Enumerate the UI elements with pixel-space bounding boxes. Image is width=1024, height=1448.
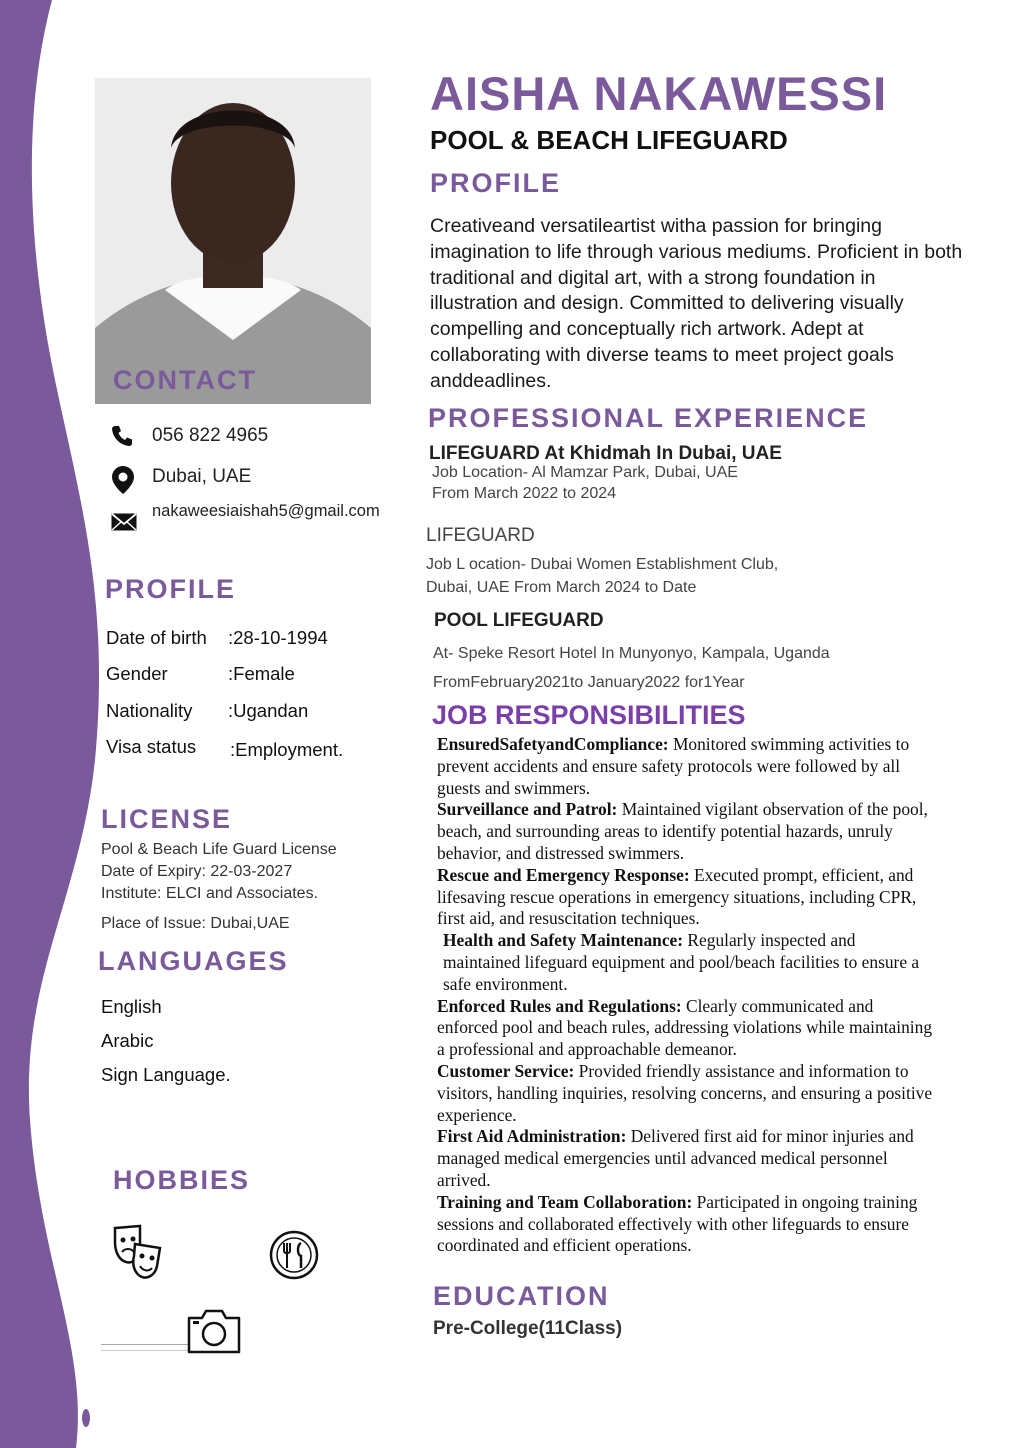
responsibilities-list xyxy=(437,734,937,1257)
license-name: Pool & Beach Life Guard License xyxy=(101,841,337,858)
theater-masks-icon xyxy=(110,1222,170,1282)
nationality-label: Nationality xyxy=(106,700,193,721)
job-location: Job L ocation- Dubai Women Establishment Club, xyxy=(426,556,779,573)
job-dates: Dubai, UAE From March 2024 to Date xyxy=(426,579,697,596)
email-icon xyxy=(111,513,137,531)
responsibility-item: EnsuredSafetyandCompliance: Monitored swimming activities to prevent accidents and ensure safety protocols were followed by all guests and swimmers. xyxy=(437,734,910,798)
language-item: Arabic xyxy=(101,1030,154,1051)
job-dates: FromFebruary2021to January2022 for1Year xyxy=(433,674,745,691)
decorative-wave xyxy=(0,0,110,1448)
language-item: Sign Language. xyxy=(101,1064,231,1085)
contact-email[interactable]: nakaweesiaishah5@gmail.com xyxy=(152,502,380,520)
candidate-role: POOL & BEACH LIFEGUARD xyxy=(430,125,788,155)
responsibilities-heading: JOB RESPONSIBILITIES xyxy=(432,700,746,730)
education-item: Pre-College(11Class) xyxy=(433,1318,623,1339)
profile-photo xyxy=(95,78,371,404)
contact-phone[interactable]: 056 822 4965 xyxy=(152,425,269,446)
job-location: Job Location- Al Mamzar Park, Dubai, UAE xyxy=(432,464,738,481)
divider xyxy=(101,1350,191,1351)
responsibility-item: Health and Safety Maintenance: Regularly inspected and maintained lifeguard equipment and pool/beach facilities to ensure a safe environment. xyxy=(443,930,920,994)
candidate-name: AISHA NAKAWESSI xyxy=(430,67,888,120)
location-pin-icon xyxy=(112,466,134,494)
job-title: LIFEGUARD At Khidmah In Dubai, UAE xyxy=(429,443,782,464)
visa-value: :Employment. xyxy=(230,739,344,760)
responsibility-item: Surveillance and Patrol: Maintained vigilant observation of the pool, beach, and surrounding areas to identify potential hazards, unruly behavior, and distressed swimmers. xyxy=(437,799,928,863)
license-place: Place of Issue: Dubai,UAE xyxy=(101,915,290,932)
responsibility-item: Training and Team Collaboration: Participated in ongoing training sessions and collaborated effectively with other lifeguards to ensure coordinated and efficient operations. xyxy=(437,1191,918,1256)
camera-icon xyxy=(185,1306,243,1356)
personal-profile-heading: PROFILE xyxy=(105,574,237,604)
license-heading: LICENSE xyxy=(101,804,233,834)
hobbies-heading: HOBBIES xyxy=(113,1165,251,1195)
phone-icon xyxy=(110,424,134,448)
profile-heading: PROFILE xyxy=(430,168,562,198)
experience-heading: PROFESSIONAL EXPERIENCE xyxy=(428,403,869,433)
dob-value: :28-10-1994 xyxy=(228,627,328,648)
dining-icon xyxy=(268,1229,320,1281)
license-expiry: Date of Expiry: 22-03-2027 xyxy=(101,863,293,880)
visa-label: Visa status xyxy=(106,736,197,757)
job-title: LIFEGUARD xyxy=(426,525,535,546)
responsibility-item: First Aid Administration: Delivered first aid for minor injuries and managed medical emergencies until advanced medical personnel arrived. xyxy=(437,1126,914,1190)
job-dates: From March 2022 to 2024 xyxy=(432,485,617,502)
education-heading: EDUCATION xyxy=(433,1281,610,1311)
gender-value: :Female xyxy=(228,663,295,684)
contact-location: Dubai, UAE xyxy=(152,466,252,487)
license-institute: Institute: ELCI and Associates. xyxy=(101,885,319,902)
responsibility-item: Rescue and Emergency Response: Executed prompt, efficient, and lifesaving rescue operations in emergency situations, including CPR, first aid, and resuscitation techniques. xyxy=(437,864,917,929)
responsibility-item: Customer Service: Provided friendly assistance and information to visitors, handling inquiries, resolving concerns, and ensuring a positive experience. xyxy=(437,1060,933,1125)
languages-heading: LANGUAGES xyxy=(98,946,289,976)
job-location: At- Speke Resort Hotel In Munyonyo, Kampala, Uganda xyxy=(433,645,830,662)
dob-label: Date of birth xyxy=(106,627,207,648)
profile-summary: Creativeand versatileartist witha passion for bringing imagination to life through various mediums. Proficient in both traditional and digital art, with a strong foundation in illustration and design. Committed to delivering visually compelling and conceptually rich artwork. Adept at collaborating with diverse teams to meet project goals anddeadlines. xyxy=(430,215,963,392)
responsibility-item: Enforced Rules and Regulations: Clearly communicated and enforced pool and beach rules, addressing violations while maintaining a professional and approachable demeanor. xyxy=(437,995,933,1060)
nationality-value: :Ugandan xyxy=(228,700,309,721)
divider xyxy=(101,1344,191,1345)
job-title: POOL LIFEGUARD xyxy=(434,610,604,631)
gender-label: Gender xyxy=(106,663,168,684)
contact-heading: CONTACT xyxy=(113,365,257,395)
language-item: English xyxy=(101,996,162,1017)
